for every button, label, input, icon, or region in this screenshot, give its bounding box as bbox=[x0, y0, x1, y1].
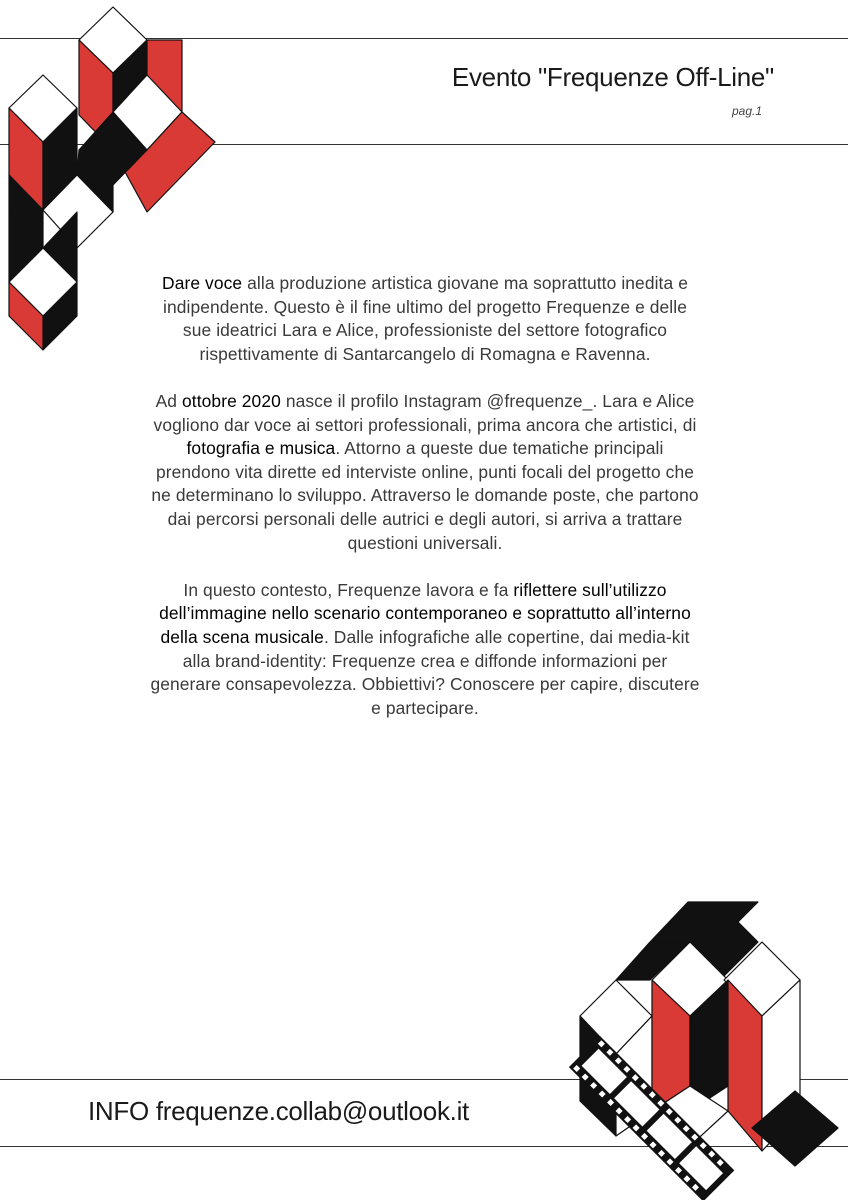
paragraph-text: nasce il profilo Instagram @frequenze_. Lara e Alice vogliono dar voce ai settori professionali, prima ancora che artistici, di bbox=[153, 390, 697, 435]
paragraph-context bbox=[150, 579, 700, 721]
paragraph-text: In questo contesto, Frequenze lavora e fa bbox=[183, 579, 514, 600]
paragraph-text: . Dalle infografiche alle copertine, dai media-kit alla brand-identity: Frequenze crea e diffonde informazioni per generare consapevolezza. Obbiettivi? Conoscere per capire, discutere e partecipare. bbox=[150, 626, 700, 718]
highlight-text: fotografia e musica bbox=[186, 438, 336, 459]
paragraph-history bbox=[150, 390, 700, 555]
paragraph-text: alla produzione artistica giovane ma soprattutto inedita e indipendente. Questo è il fine ultimo del progetto Frequenze e delle sue ideatrici Lara e Alice, professioniste del settore fotografico rispettivamente di Santarcangelo di Romagna e Ravenna. bbox=[162, 273, 688, 364]
body-text bbox=[150, 272, 700, 744]
isometric-cubes-film-strip-icon bbox=[540, 896, 848, 1200]
highlight-text: riflettere sull’utilizzo dell’immagine nello scenario contemporaneo e soprattutto all’interno della scena musicale bbox=[159, 579, 691, 647]
paragraph-intro bbox=[150, 272, 700, 366]
highlight-text: ottobre 2020 bbox=[182, 390, 281, 411]
contact-info: INFO frequenze.collab@outlook.it bbox=[88, 1096, 469, 1126]
paragraph-text: Ad bbox=[155, 390, 183, 411]
highlight-text: Dare voce bbox=[162, 273, 243, 293]
event-title: Evento "Frequenze Off-Line" bbox=[451, 62, 774, 92]
paragraph-text: . Attorno a queste due tematiche principali prendono vita dirette ed interviste online, punti focali del progetto che ne determinano lo sviluppo. Attraverso le domande poste, che partono dai percorsi personali delle autrici e degli autori, si arriva a trattare questioni universali. bbox=[151, 438, 699, 553]
page-number: pag.1 bbox=[731, 104, 762, 118]
